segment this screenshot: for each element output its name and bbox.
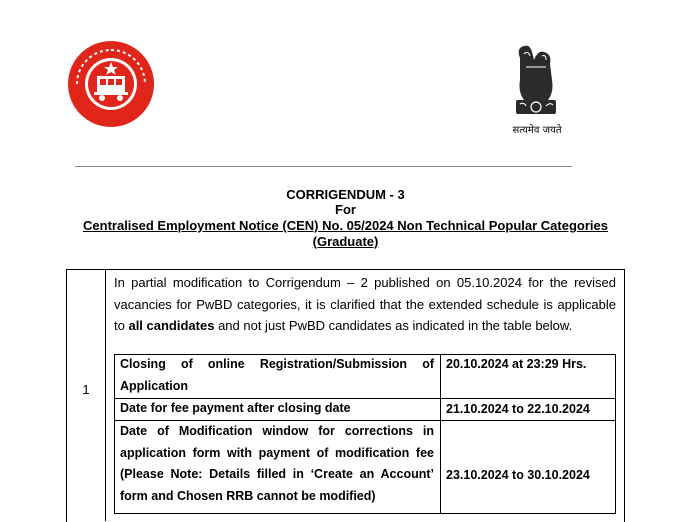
document-subtitle-for: For [335, 202, 356, 217]
paragraph-text-end: and not just PwBD candidates as indicated in the table below. [214, 318, 573, 333]
paragraph-emphasis: all candidates [128, 318, 215, 333]
notice-category: (Graduate) [312, 234, 379, 249]
schedule-label: Date of Modification window for corrections in application form with payment of modification fee (Please Note: Details filled in ‘Create an Account’ form and Chosen RRB cannot be modified) [120, 424, 434, 503]
schedule-value: 23.10.2024 to 30.10.2024 [446, 468, 590, 482]
document-title: CORRIGENDUM - 3 [286, 187, 405, 202]
emblem-caption: सत्यमेव जयते [512, 125, 562, 136]
schedule-value: 21.10.2024 to 22.10.2024 [446, 402, 590, 416]
schedule-value: 20.10.2024 at 23:29 Hrs. [446, 357, 587, 371]
header-divider [75, 166, 572, 167]
indian-railways-logo [67, 40, 155, 128]
schedule-label: Closing of online Registration/Submission of Application [120, 357, 434, 393]
row-number: 1 [82, 382, 90, 397]
schedule-column-divider [440, 354, 441, 514]
schedule-label: Date for fee payment after closing date [120, 401, 351, 415]
clarification-paragraph [114, 272, 616, 337]
paragraph-text-start: In partial modification to Corrigendum – 2 published on 05.10.2024 for the revised vacancies for PwBD categories, it is clarified that the extended schedule is applicable to [114, 275, 616, 333]
notice-title: Centralised Employment Notice (CEN) No. 05/2024 Non Technical Popular Categories [83, 218, 608, 233]
